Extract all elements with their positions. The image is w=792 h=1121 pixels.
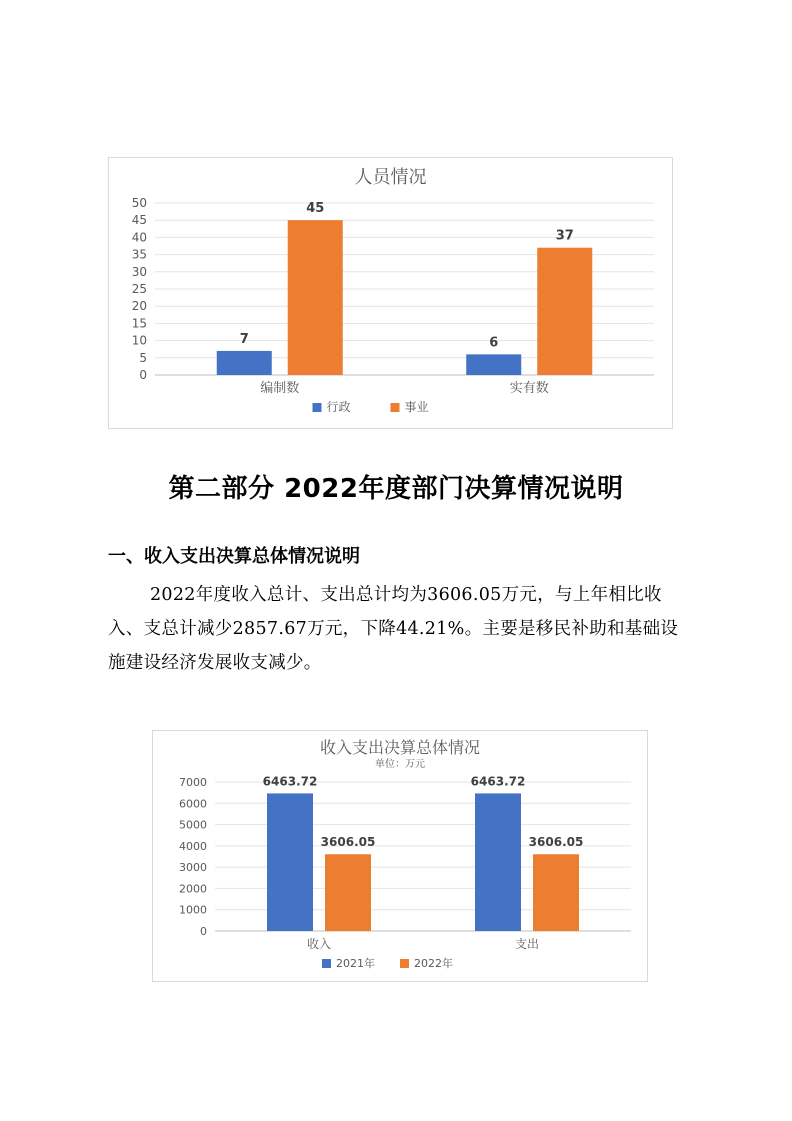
bar-事业 — [537, 248, 592, 375]
y-tick-label: 35 — [131, 247, 147, 262]
bar-value-label: 45 — [306, 201, 325, 217]
bar-2022年 — [533, 854, 579, 931]
y-tick-label: 1000 — [179, 903, 207, 917]
chart-subtitle: 单位：万元 — [375, 759, 425, 770]
x-category-label: 收入 — [306, 937, 332, 951]
staff-chart — [108, 157, 673, 429]
y-tick-label: 3000 — [179, 861, 207, 875]
y-tick-label: 20 — [131, 299, 147, 314]
bar-value-label: 6463.72 — [262, 774, 318, 789]
y-tick-label: 4000 — [179, 839, 207, 853]
y-tick-label: 45 — [131, 213, 147, 228]
chart-title: 人员情况 — [354, 167, 427, 188]
y-tick-label: 30 — [131, 264, 147, 279]
bar-行政 — [466, 354, 521, 375]
budget-chart — [152, 730, 648, 982]
x-category-label: 支出 — [514, 937, 540, 951]
staff-chart-svg — [109, 158, 672, 428]
y-tick-label: 5 — [139, 350, 147, 365]
summary-paragraph: 2022年度收入总计、支出总计均为3606.05万元，与上年相比收入、支总计减少2857.67万元，下降44.21%。主要是移民补助和基础设施建设经济发展收支减少。 — [108, 585, 679, 673]
bar-行政 — [217, 351, 272, 375]
y-tick-label: 40 — [131, 230, 147, 245]
bar-事业 — [288, 220, 343, 375]
bar-value-label: 7 — [239, 331, 249, 347]
bar-value-label: 3606.05 — [320, 835, 376, 850]
y-tick-label: 6000 — [179, 797, 207, 811]
legend-swatch — [313, 403, 322, 412]
bar-value-label: 37 — [555, 228, 574, 244]
legend-label: 2021年 — [336, 957, 375, 970]
x-category-label: 实有数 — [509, 381, 549, 396]
y-tick-label: 5000 — [179, 818, 207, 832]
legend-swatch — [391, 403, 400, 412]
legend-label: 事业 — [404, 400, 429, 414]
bar-value-label: 3606.05 — [528, 835, 584, 850]
y-tick-label: 25 — [131, 282, 147, 296]
y-tick-label: 50 — [131, 196, 147, 210]
bar-2021年 — [267, 793, 313, 931]
y-tick-label: 0 — [200, 925, 207, 938]
chart-title: 收入支出决算总体情况 — [319, 738, 481, 757]
y-tick-label: 15 — [131, 316, 147, 331]
legend-label: 2022年 — [414, 957, 453, 970]
budget-chart-svg — [153, 731, 647, 981]
bar-2021年 — [475, 793, 521, 931]
y-tick-label: 10 — [131, 333, 147, 348]
y-tick-label: 2000 — [179, 882, 207, 896]
legend-swatch — [322, 959, 331, 968]
y-tick-label: 0 — [139, 368, 147, 382]
sub-heading: 一、收入支出决算总体情况说明 — [108, 546, 360, 567]
y-tick-label: 7000 — [179, 776, 207, 789]
bar-value-label: 6 — [489, 335, 499, 351]
x-category-label: 编制数 — [260, 381, 300, 396]
legend-label: 行政 — [326, 400, 351, 414]
section-title: 第二部分 2022年度部门决算情况说明 — [168, 474, 624, 504]
bar-2022年 — [325, 854, 371, 931]
legend-swatch — [400, 959, 409, 968]
bar-value-label: 6463.72 — [470, 774, 526, 789]
